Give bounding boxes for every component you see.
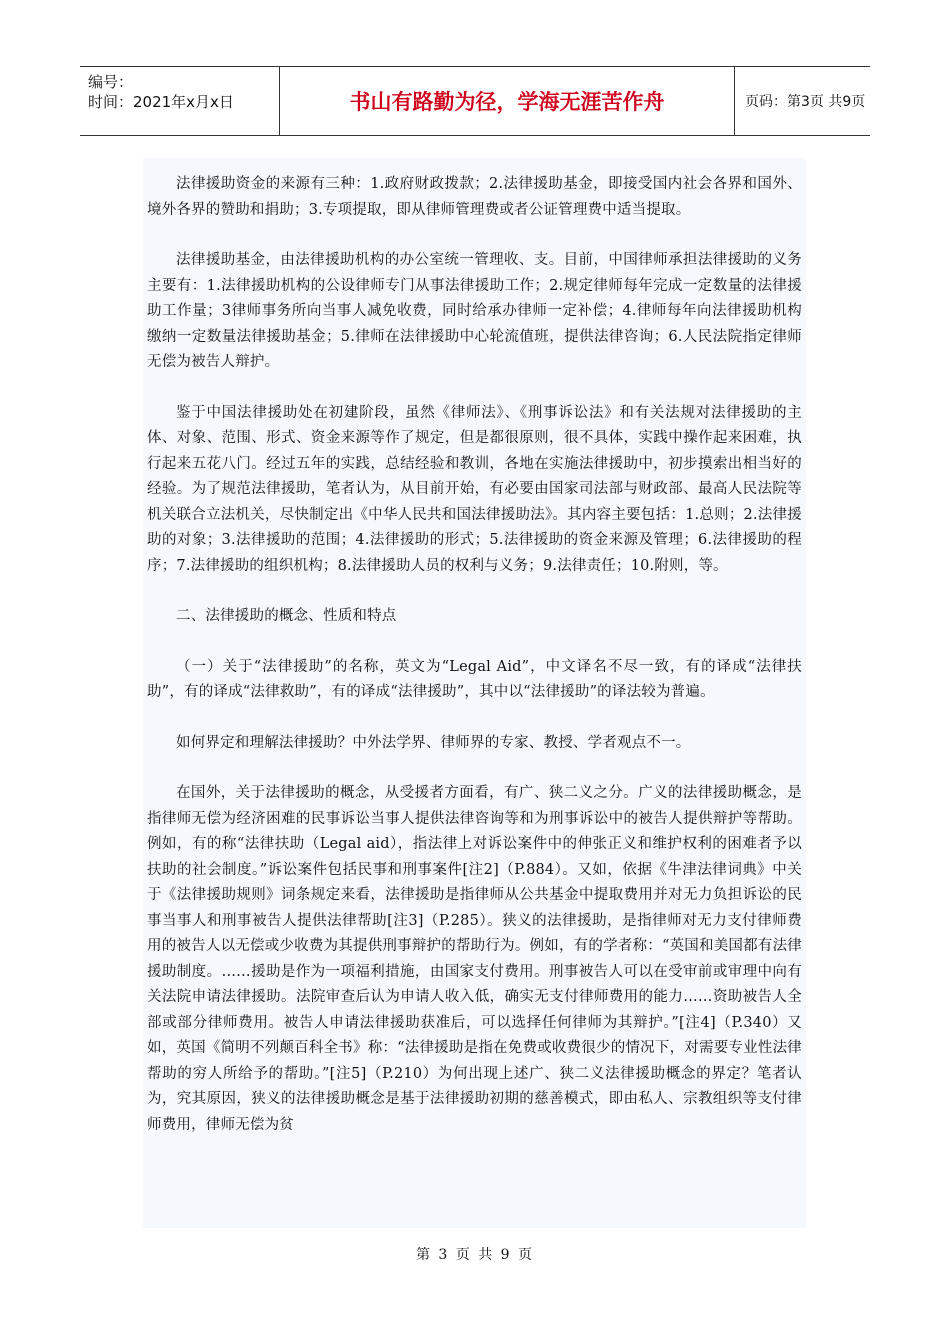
paragraph: 法律援助资金的来源有三种：1.政府财政拨款；2.法律援助基金，即接受国内社会各界和国外、境外各界的赞助和捐助；3.专项提取，即从律师管理费或者公证管理费中适当提取。 (147, 176, 802, 218)
document-number-label: 编号： (88, 73, 134, 91)
paragraph: 在国外，关于法律援助的概念，从受援者方面看，有广、狭二义之分。广义的法律援助概念，是指律师无偿为经济困难的民事诉讼当事人提供法律咨询等和为刑事诉讼中的被告人提供辩护等帮助。例如，有的称“法律扶助（Legal aid），指法律上对诉讼案件中的伸张正义和维护权利的困难者予以扶助的社会制度。”诉讼案件包括民事和刑事案件[注2]（P.884）。又如，依据《牛津法律词典》中关于《法律援助规则》词条规定来看，法律援助是指律师从公共基金中提取费用并对无力负担诉讼的民事当事人和刑事被告人提供法律帮助[注3]（P.285）。狭义的法律援助，是指律师对无力支付律师费用的被告人以无偿或少收费为其提供刑事辩护的帮助行为。例如，有的学者称：“英国和美国都有法律援助制度。……援助是作为一项福利措施，由国家支付费用。刑事被告人可以在受审前或审理中向有关法院申请法律援助。法院审查后认为申请人收入低，确实无支付律师费用的能力……资助被告人全部或部分律师费用。被告人申请法律援助获准后，可以选择任何律师为其辩护。”[注4]（P.340）又如，英国《简明不列颠百科全书》称：“法律援助是指在免费或收费很少的情况下，对需要专业性法律帮助的穷人所给予的帮助。”[注5]（P.210）为何出现上述广、狭二义法律援助概念的界定？笔者认为，究其原因，狭义的法律援助概念是基于法律援助初期的慈善模式，即由私人、宗教组织等支付律师费用，律师无偿为贫 (147, 785, 802, 1133)
document-date: 时间：2021年x月x日 (88, 93, 234, 111)
paragraph: 如何界定和理解法律援助？中外法学界、律师界的专家、教授、学者观点不一。 (176, 734, 691, 751)
page-footer: 第 3 页 共 9 页 (415, 1247, 535, 1263)
paragraph: 鉴于中国法律援助处在初建阶段，虽然《律师法》、《刑事诉讼法》和有关法规对法律援助的主体、对象、范围、形式、资金来源等作了规定，但是都很原则，很不具体，实践中操作起来困难，执行起来五花八门。经过五年的实践，总结经验和教训，各地在实施法律援助中，初步摸索出相当好的经验。为了规范法律援助，笔者认为，从目前开始，有必要由国家司法部与财政部、最高人民法院等机关联合立法机关，尽快制定出《中华人民共和国法律援助法》。其内容主要包括：1.总则；2.法律援助的对象；3.法律援助的范围；4.法律援助的形式；5.法律援助的资金来源及管理；6.法律援助的程序；7.法律援助的组织机构；8.法律援助人员的权利与义务；9.法律责任；10.附则，等。 (147, 404, 802, 574)
header-motto: 书山有路勤为径，学海无涯苦作舟 (280, 67, 735, 135)
header-meta (80, 67, 280, 135)
paragraph: 法律援助基金，由法律援助机构的办公室统一管理收、支。目前，中国律师承担法律援助的义务主要有：1.法律援助机构的公设律师专门从事法律援助工作；2.规定律师每年完成一定数量的法律援助工作量；3律师事务所向当事人减免收费，同时给承办律师一定补偿；4.律师每年向法律援助机构缴纳一定数量法律援助基金；5.律师在法律援助中心轮流值班，提供法律咨询；6.人民法院指定律师无偿为被告人辩护。 (147, 252, 802, 370)
header-page-info: 页码：第3页 共9页 (745, 94, 866, 110)
document-body (143, 158, 806, 1228)
paragraph: （一）关于“法律援助”的名称，英文为“Legal Aid”，中文译名不尽一致，有的译成“法律扶助”，有的译成“法律救助”，有的译成“法律援助”，其中以“法律援助”的译法较为普遍。 (147, 658, 802, 700)
section-heading: 二、法律援助的概念、性质和特点 (176, 608, 397, 624)
page-header (80, 66, 870, 136)
